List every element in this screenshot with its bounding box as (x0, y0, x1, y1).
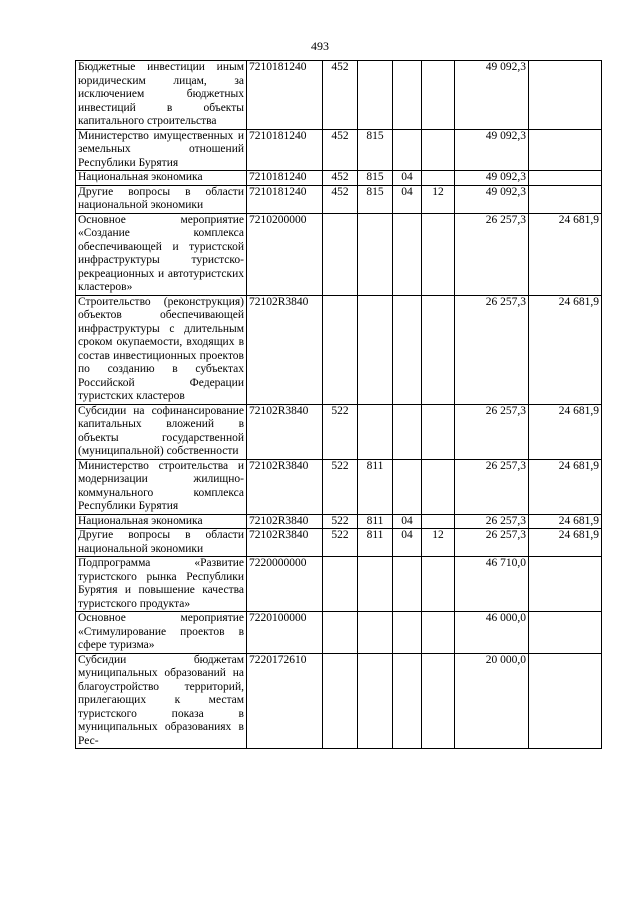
table-row (76, 459, 602, 514)
ministry-code: 815 (358, 185, 393, 213)
table-row (76, 295, 602, 404)
subsection-code (422, 459, 455, 514)
ministry-code: 815 (358, 129, 393, 171)
target-article-code: 72102R3840 (247, 529, 323, 557)
expense-type-code: 522 (323, 514, 358, 529)
table-row (76, 185, 602, 213)
expense-type-code (323, 295, 358, 404)
amount-year-1: 26 257,3 (455, 529, 529, 557)
ministry-code (358, 612, 393, 654)
expense-type-code: 522 (323, 404, 358, 459)
section-code: 04 (393, 185, 422, 213)
section-code (393, 404, 422, 459)
section-code: 04 (393, 514, 422, 529)
amount-year-1: 26 257,3 (455, 213, 529, 295)
section-code (393, 459, 422, 514)
amount-year-1: 46 000,0 (455, 612, 529, 654)
row-name: Министерство строительства и модернизации жилищно-коммунального комплекса Республики Бурятия (76, 459, 247, 514)
table-row (76, 404, 602, 459)
subsection-code (422, 514, 455, 529)
section-code (393, 653, 422, 749)
amount-year-2 (529, 61, 602, 130)
ministry-code (358, 557, 393, 612)
target-article-code: 72102R3840 (247, 404, 323, 459)
row-name: Национальная экономика (76, 171, 247, 186)
amount-year-2: 24 681,9 (529, 295, 602, 404)
page-number: 493 (311, 39, 329, 53)
ministry-code (358, 213, 393, 295)
target-article-code: 7220172610 (247, 653, 323, 749)
target-article-code: 72102R3840 (247, 459, 323, 514)
subsection-code (422, 171, 455, 186)
target-article-code: 72102R3840 (247, 514, 323, 529)
amount-year-1: 49 092,3 (455, 129, 529, 171)
amount-year-2 (529, 185, 602, 213)
subsection-code: 12 (422, 185, 455, 213)
section-code: 04 (393, 171, 422, 186)
target-article-code: 7210181240 (247, 61, 323, 130)
amount-year-1: 26 257,3 (455, 295, 529, 404)
expense-type-code: 522 (323, 529, 358, 557)
target-article-code: 7220100000 (247, 612, 323, 654)
section-code (393, 213, 422, 295)
section-code: 04 (393, 529, 422, 557)
target-article-code: 7210200000 (247, 213, 323, 295)
subsection-code (422, 61, 455, 130)
expense-type-code: 452 (323, 171, 358, 186)
section-code (393, 557, 422, 612)
subsection-code (422, 129, 455, 171)
target-article-code: 7210181240 (247, 171, 323, 186)
expense-type-code (323, 557, 358, 612)
expense-type-code: 452 (323, 129, 358, 171)
row-name: Другие вопросы в области национальной экономики (76, 185, 247, 213)
amount-year-1: 49 092,3 (455, 171, 529, 186)
table-row (76, 653, 602, 749)
expense-type-code: 452 (323, 61, 358, 130)
expense-type-code (323, 213, 358, 295)
target-article-code: 7220000000 (247, 557, 323, 612)
expense-type-code (323, 653, 358, 749)
budget-table-body (76, 61, 602, 749)
subsection-code (422, 295, 455, 404)
amount-year-2: 24 681,9 (529, 213, 602, 295)
amount-year-1: 49 092,3 (455, 61, 529, 130)
row-name: Субсидии на софинансирование капитальных вложений в объекты государственной (муниципальной) собственности (76, 404, 247, 459)
amount-year-2 (529, 129, 602, 171)
expense-type-code (323, 612, 358, 654)
row-name: Национальная экономика (76, 514, 247, 529)
section-code (393, 129, 422, 171)
table-row (76, 514, 602, 529)
amount-year-1: 26 257,3 (455, 514, 529, 529)
row-name: Другие вопросы в области национальной экономики (76, 529, 247, 557)
table-row (76, 213, 602, 295)
table-row (76, 529, 602, 557)
row-name: Министерство имущественных и земельных отношений Республики Бурятия (76, 129, 247, 171)
row-name: Строительство (реконструкция) объектов обеспечивающей инфраструктуры с длительным сроком окупаемости, входящих в состав инвестиционных проектов по созданию в субъектах Российской Федерации туристских кластеров (76, 295, 247, 404)
amount-year-2 (529, 171, 602, 186)
subsection-code (422, 612, 455, 654)
amount-year-1: 49 092,3 (455, 185, 529, 213)
ministry-code: 815 (358, 171, 393, 186)
ministry-code (358, 404, 393, 459)
amount-year-1: 46 710,0 (455, 557, 529, 612)
row-name: Основное мероприятие «Стимулирование проектов в сфере туризма» (76, 612, 247, 654)
target-article-code: 72102R3840 (247, 295, 323, 404)
amount-year-1: 26 257,3 (455, 459, 529, 514)
subsection-code: 12 (422, 529, 455, 557)
ministry-code: 811 (358, 514, 393, 529)
expense-type-code: 522 (323, 459, 358, 514)
table-row (76, 557, 602, 612)
row-name: Подпрограмма «Развитие туристского рынка Республики Бурятия и повышение качества туристского продукта» (76, 557, 247, 612)
row-name: Основное мероприятие «Создание комплекса обеспечивающей и туристской инфраструктуры туристско-рекреационных и автотуристских кластеров» (76, 213, 247, 295)
ministry-code (358, 295, 393, 404)
row-name: Бюджетные инвестиции иным юридическим лицам, за исключением бюджетных инвестиций в объекты капитального строительства (76, 61, 247, 130)
ministry-code (358, 653, 393, 749)
expense-type-code: 452 (323, 185, 358, 213)
amount-year-1: 26 257,3 (455, 404, 529, 459)
table-row (76, 129, 602, 171)
table-row (76, 612, 602, 654)
amount-year-2: 24 681,9 (529, 529, 602, 557)
subsection-code (422, 653, 455, 749)
amount-year-2: 24 681,9 (529, 514, 602, 529)
amount-year-2: 24 681,9 (529, 459, 602, 514)
amount-year-2 (529, 557, 602, 612)
row-name: Субсидии бюджетам муниципальных образований на благоустройство территорий, прилегающих к местам туристского показа в муниципальных образованиях в Рес- (76, 653, 247, 749)
ministry-code (358, 61, 393, 130)
table-row (76, 171, 602, 186)
amount-year-1: 20 000,0 (455, 653, 529, 749)
amount-year-2: 24 681,9 (529, 404, 602, 459)
ministry-code: 811 (358, 459, 393, 514)
target-article-code: 7210181240 (247, 129, 323, 171)
subsection-code (422, 213, 455, 295)
table-row (76, 61, 602, 130)
subsection-code (422, 557, 455, 612)
amount-year-2 (529, 612, 602, 654)
section-code (393, 61, 422, 130)
amount-year-2 (529, 653, 602, 749)
target-article-code: 7210181240 (247, 185, 323, 213)
ministry-code: 811 (358, 529, 393, 557)
budget-table (75, 60, 602, 749)
section-code (393, 612, 422, 654)
subsection-code (422, 404, 455, 459)
section-code (393, 295, 422, 404)
